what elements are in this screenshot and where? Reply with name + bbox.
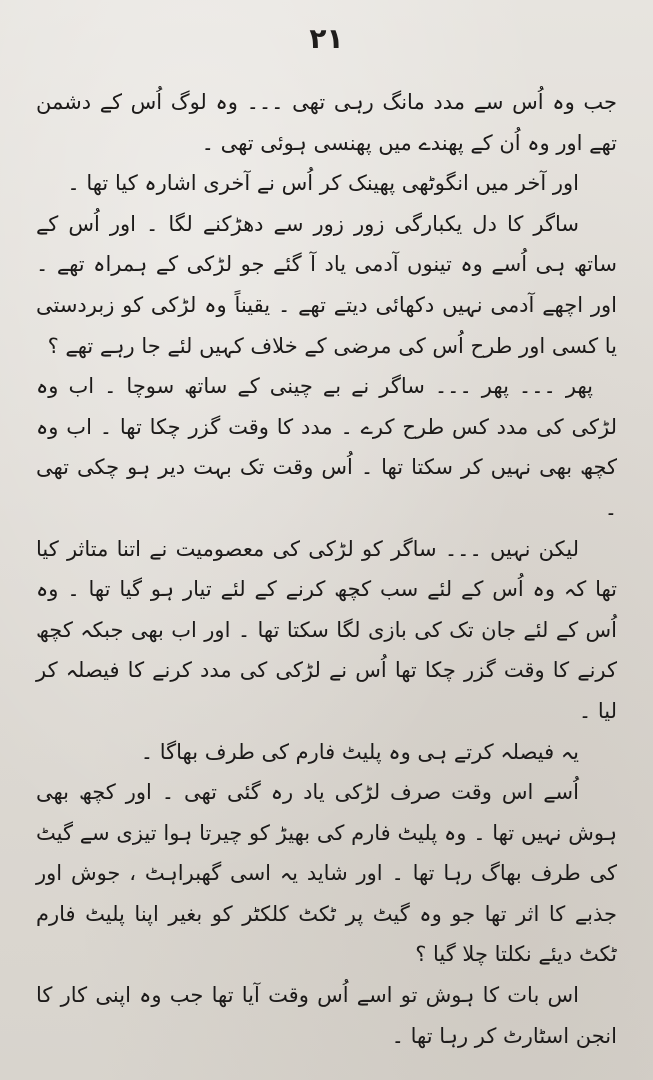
paragraph-5: لیکن نہیں ۔۔۔ ساگر کو لڑکی کی معصومیت نے اتنا متاثر کیا تھا کہ وہ اُس کے لئے سب کچھ کرنے کے لئے تیار ہو گیا تھا ۔ وہ اُس کے لئے جان تک کی بازی لگا سکتا تھا ۔ اور اب بھی جبکہ کچھ کرنے کا وقت گزر چکا تھا اُس نے لڑکی کی مدد کرنے کا فیصلہ کر لیا ۔ [36, 536, 617, 723]
paragraph-8: اس بات کا ہوش تو اسے اُس وقت آیا تھا جب وہ اپنی کار کا انجن اسٹارٹ کر رہا تھا ۔ [36, 983, 617, 1048]
body-text [36, 82, 617, 1056]
page-number: ۲۱ [309, 22, 344, 55]
paragraph-4: پھر ۔۔۔ پھر ۔۔۔ ساگر نے بے چینی کے ساتھ سوچا ۔ اب وہ لڑکی کی مدد کس طرح کرے ۔ مدد کا وقت گزر چکا تھا ۔ اب وہ کچھ بھی نہیں کر سکتا تھا ۔ اُس وقت تک بہت دیر ہو چکی تھی ۔ [36, 374, 617, 520]
paragraph-6: یہ فیصلہ کرتے ہی وہ پلیٹ فارم کی طرف بھاگا ۔ [140, 739, 579, 764]
paragraph-1: جب وہ اُس سے مدد مانگ رہی تھی ۔۔۔ وہ لوگ اُس کے دشمن تھے اور وہ اُن کے پھندے میں پھنسی ہوئی تھی ۔ [36, 90, 617, 155]
paragraph-2: اور آخر میں انگوٹھی پھینک کر اُس نے آخری اشارہ کیا تھا ۔ [67, 171, 579, 196]
paragraph-3: ساگر کا دل یکبارگی زور زور سے دھڑکنے لگا ۔ اور اُس کے ساتھ ہی اُسے وہ تینوں آدمی یاد آ گئے جو لڑکی کے ہمراہ تھے ۔ اور اچھے آدمی نہیں دکھائی دیتے تھے ۔ یقیناً وہ لڑکی کو زبردستی یا کسی اور طرح اُس کی مرضی کے خلاف کہیں لئے جا رہے تھے ؟ [36, 211, 617, 358]
paragraph-7: اُسے اس وقت صرف لڑکی یاد رہ گئی تھی ۔ اور کچھ بھی ہوش نہیں تھا ۔ وہ پلیٹ فارم کی بھیڑ کو چیرتا ہوا تیزی سے گیٹ کی طرف بھاگ رہا تھا ۔ اور شاید یہ اسی گھبراہٹ ، جوش اور جذبے کا اثر تھا جو وہ گیٹ پر ٹکٹ کلکٹر کو بغیر اپنا پلیٹ فارم ٹکٹ دیئے نکلتا چلا گیا ؟ [36, 780, 617, 967]
